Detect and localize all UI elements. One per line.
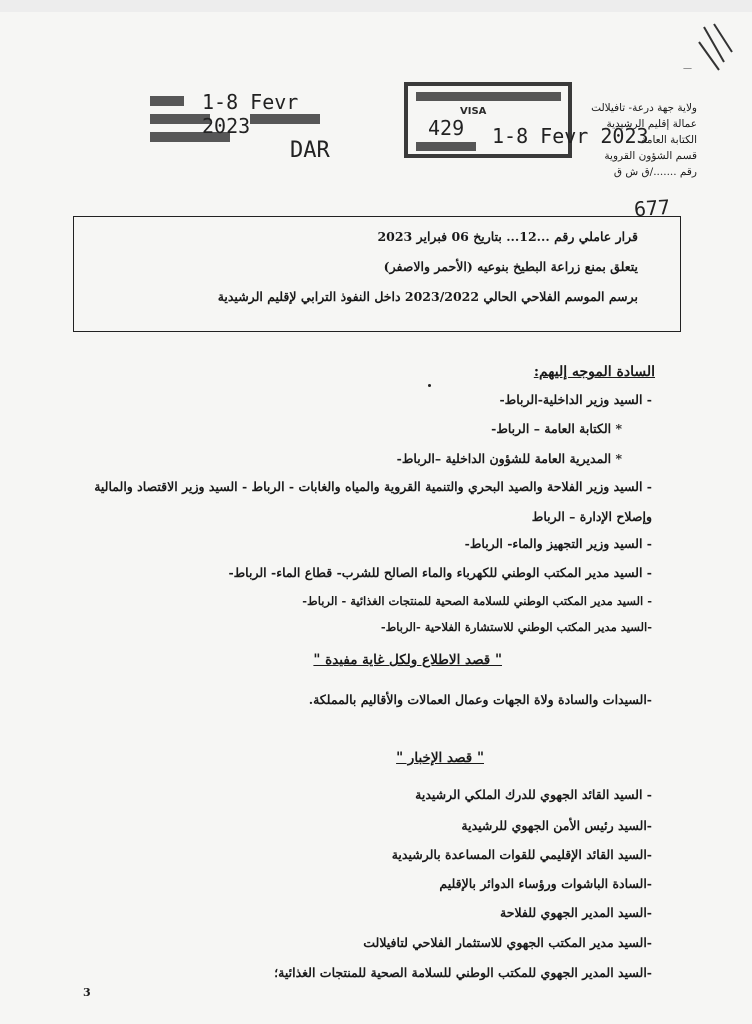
handwritten-reference: 677 (633, 194, 671, 222)
decision-season-line: برسم الموسم الفلاحي الحالي 2023/2022 داخل النفوذ الترابي لإقليم الرشيدية (217, 289, 638, 304)
admin-line: رقم ......./ق ش ق (613, 166, 697, 178)
admin-line: ولاية جهة درعة- تافيلالت (591, 102, 697, 114)
for-information-item: -السيدات والسادة ولاة الجهات وعمال العمالات والأقاليم بالمملكة. (308, 692, 652, 707)
addressee-item: - السيد مدير المكتب الوطني للسلامة الصحية للمنتجات الغذائية - الرباط- (302, 594, 652, 608)
addressee-item: -السيد مدير المكتب الوطني للاستشارة الفلاحية -الرباط- (380, 620, 652, 634)
arrival-stamp-left (150, 92, 335, 172)
notice-item: -السيد رئيس الأمن الجهوي للرشيدية (461, 818, 652, 833)
notice-item: -السيد المدير الجهوي للفلاحة (500, 905, 652, 920)
stamp-ink-bar (416, 142, 476, 151)
stamp-ink-bar (150, 96, 184, 106)
visa-label: VISA (460, 106, 487, 117)
stamp-ink-bar (150, 114, 210, 124)
notice-item: -السيد مدير المكتب الجهوي للاستثمار الفلاحي لتافيلالت (363, 935, 652, 950)
ink-dot (428, 384, 431, 387)
page-number: 3 (83, 986, 91, 999)
administration-header (507, 100, 697, 180)
decision-number-line: قرار عاملي رقم ...12... بتاريخ 06 فبراير 2023 (377, 229, 638, 244)
admin-line: الكتابة العامة (641, 134, 697, 146)
stamp-date: 1-8 Fevr 2023 (202, 90, 299, 138)
admin-line: عمالة إقليم الرشيدية (606, 118, 697, 130)
notice-item: - السيد القائد الجهوي للدرك الملكي الرشيدية (415, 787, 652, 802)
kingdom-emblem-mark: — (683, 64, 692, 74)
corner-scribble-icon (694, 22, 734, 72)
addressee-item: * الكتابة العامة – الرباط- (491, 421, 622, 436)
decision-subject-line: يتعلق بمنع زراعة البطيخ بنوعيه (الأحمر والاصفر) (383, 259, 638, 274)
for-information-title: " قصد الاطلاع ولكل غاية مفيدة " (313, 652, 502, 668)
scan-top-strip (0, 0, 752, 12)
handwritten-initials: DAR (290, 138, 330, 163)
for-notice-title: " قصد الإخبار " (396, 750, 484, 766)
addressee-item: - السيد وزير التجهيز والماء- الرباط- (464, 536, 652, 551)
addressee-item: - السيد مدير المكتب الوطني للكهرباء والماء الصالح للشرب- قطاع الماء- الرباط- (228, 565, 652, 580)
notice-item: -السيد المدير الجهوي للمكتب الوطني للسلامة الصحية للمنتجات الغذائية؛ (274, 965, 652, 980)
decision-box (73, 216, 681, 332)
notice-item: -السادة الباشوات ورؤساء الدوائر بالإقليم (439, 876, 652, 891)
admin-line: قسم الشؤون القروية (604, 150, 697, 162)
addressee-item: - السيد وزير الداخلية-الرباط- (499, 392, 652, 407)
addressee-item: * المديرية العامة للشؤون الداخلية –الرباط- (396, 451, 622, 466)
addressees-title: السادة الموجه إليهم: (533, 364, 655, 380)
notice-item: -السيد القائد الإقليمي للقوات المساعدة بالرشيدية (391, 847, 652, 862)
visa-stamp-date: 1-8 Fevr 2023 (492, 124, 649, 148)
stamp-number: 429 (428, 116, 465, 140)
addressee-item: - السيد وزير الفلاحة والصيد البحري والتنمية القروية والمياه والغابات - الرباط - السيد وزير الاقتصاد والمالية وإصلاح الإدارة – الرباط (94, 479, 652, 524)
